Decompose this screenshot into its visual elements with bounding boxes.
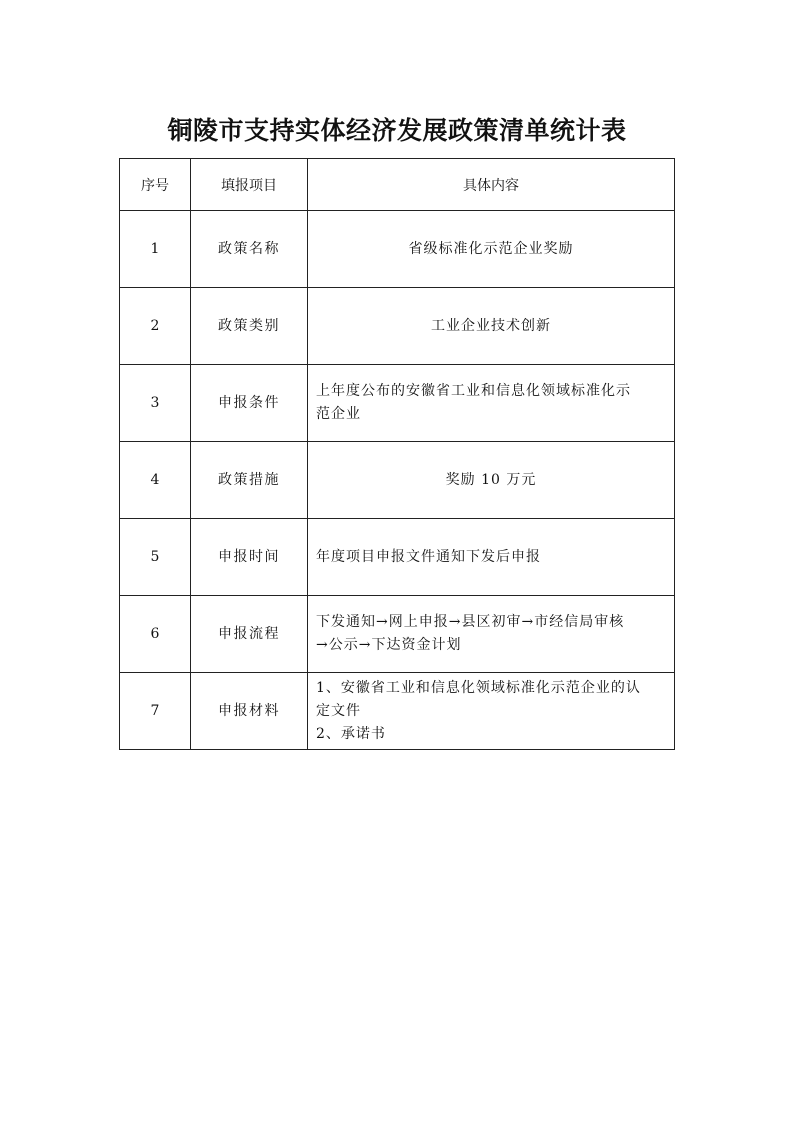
seq-cell: 3 (120, 365, 191, 442)
header-seq: 序号 (120, 159, 191, 211)
content-cell (308, 365, 675, 442)
table-row (120, 211, 675, 288)
item-cell: 申报条件 (191, 365, 308, 442)
content-line: 定文件 (316, 702, 361, 719)
item-cell: 申报材料 (191, 673, 308, 750)
content-line: 下发通知→网上申报→县区初审→市经信局审核 (316, 614, 625, 630)
seq-cell: 2 (120, 288, 191, 365)
content-cell (308, 519, 675, 596)
content-line: 1、安徽省工业和信息化领域标准化示范企业的认 (316, 679, 641, 696)
content-line: 上年度公布的安徽省工业和信息化领域标准化示 (316, 383, 631, 399)
item-cell: 申报流程 (191, 596, 308, 673)
page-title: 铜陵市支持实体经济发展政策清单统计表 (167, 116, 627, 145)
item-cell: 申报时间 (191, 519, 308, 596)
content-line: 工业企业技术创新 (431, 317, 551, 334)
header-item: 填报项目 (191, 159, 308, 211)
seq-cell: 1 (120, 211, 191, 288)
policy-table (119, 158, 675, 750)
content-line: 范企业 (316, 406, 361, 422)
content-cell (308, 288, 675, 365)
content-cell (308, 673, 675, 750)
table-row (120, 365, 675, 442)
content-line: 奖励 10 万元 (445, 471, 537, 488)
content-cell (308, 596, 675, 673)
header-content: 具体内容 (308, 159, 675, 211)
content-line: 年度项目申报文件通知下发后申报 (316, 548, 541, 565)
table-row (120, 442, 675, 519)
content-line: 省级标准化示范企业奖励 (408, 240, 574, 257)
content-cell (308, 211, 675, 288)
content-line: →公示→下达资金计划 (316, 637, 462, 653)
seq-cell: 5 (120, 519, 191, 596)
seq-cell: 6 (120, 596, 191, 673)
item-cell: 政策名称 (191, 211, 308, 288)
seq-cell: 4 (120, 442, 191, 519)
table-header-row (120, 159, 675, 211)
table-row (120, 288, 675, 365)
item-cell: 政策类别 (191, 288, 308, 365)
table-row (120, 519, 675, 596)
seq-cell: 7 (120, 673, 191, 750)
table-row (120, 673, 675, 750)
table-row (120, 596, 675, 673)
item-cell: 政策措施 (191, 442, 308, 519)
content-line: 2、承诺书 (316, 725, 386, 742)
content-cell (308, 442, 675, 519)
